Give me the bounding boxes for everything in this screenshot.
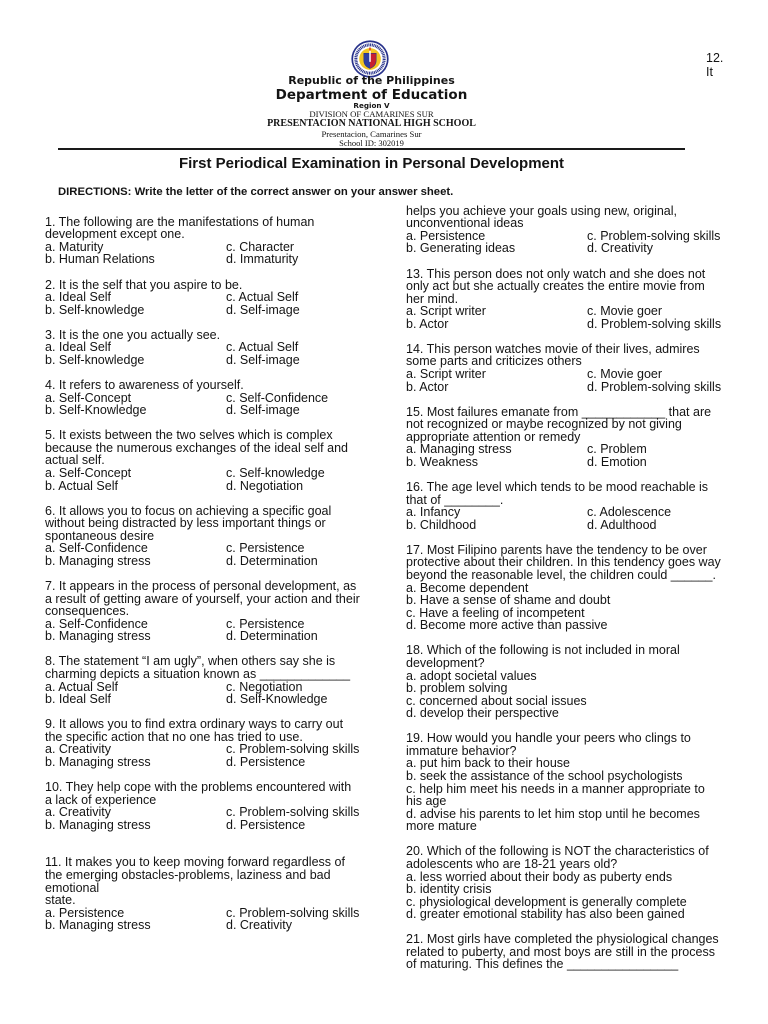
answer-choice-c: c. Problem-solving skills [226,742,360,757]
question-8 [45,655,390,705]
question-17 [406,544,746,632]
question-stem: helps you achieve your goals using new, original, unconventional ideas [406,203,678,231]
header-divider [58,148,685,150]
answer-choices [45,542,390,567]
answer-choice-b: b. Ideal Self [45,692,112,707]
question-stem: 14. This person watches movie of their lives, admires some parts and criticizes others [406,341,700,369]
answer-choices [406,368,746,393]
answer-choice-a: a. Creativity [45,805,111,820]
question-stem: 9. It allows you to find extra ordinary ways to carry out the specific action that no one has tried to use. [45,717,344,744]
answer-choice-b: b. Managing stress [45,918,151,933]
answer-choice-b: b. Self-knowledge [45,352,145,367]
answer-choice-a: a. Script writer [406,367,486,381]
question-stem: 20. Which of the following is NOT the characteristics of adolescents who are 18-21 years old? [406,844,709,871]
department-name: Department of Education [275,86,468,103]
question-21 [406,933,746,971]
answer-choices [406,871,746,921]
answer-choice-b: b. Human Relations [45,252,155,267]
right-question-column [406,205,746,984]
answer-choice-d: d. Become more active than passive [406,618,608,633]
answer-choice-a: a. Self-Confidence [45,541,148,556]
answer-choice-a: a. less worried about their body as puberty ends [406,869,673,884]
answer-choice-a: a. put him back to their house [406,756,570,771]
answer-choices [45,681,390,706]
answer-choice-a: a. Self-Concept [45,465,132,480]
answer-choice-d: d. Problem-solving skills [587,379,722,394]
question-stem: 10. They help cope with the problems encountered with a lack of experience [45,780,352,807]
answer-choice-b: b. identity crisis [406,882,492,897]
answer-choice-c: c. Persistence [226,541,305,556]
answer-choice-d: d. Determination [226,629,318,644]
exam-title: First Periodical Examination in Personal Development [178,155,565,172]
answer-choice-c: c. Character [226,239,295,254]
answer-choice-d: d. develop their perspective [406,706,559,721]
answer-choice-b: b. Self-Knowledge [45,403,147,418]
answer-choice-c: c. Movie goer [587,367,663,381]
left-question-column [45,216,390,945]
answer-choice-b: b. Managing stress [45,629,151,644]
exam-directions: DIRECTIONS: Write the letter of the correct answer on your answer sheet. [58,185,454,198]
answer-choice-c: c. physiological development is generally complete [406,894,687,909]
answer-choice-b: b. Actor [406,379,449,394]
question-stem: 19. How would you handle your peers who clings to immature behavior? [406,731,691,758]
answer-choice-a: a. Maturity [45,239,104,254]
answer-choice-d: d. Self-image [226,302,300,317]
answer-choice-c: c. Persistence [226,616,305,631]
answer-choice-d: d. Immaturity [226,252,299,267]
answer-choice-a: a. Self-Confidence [45,616,148,631]
question-19 [406,732,746,833]
question-stem: 15. Most failures emanate from ____________ that are not recognized or maybe recognized by not giving appropriate attention or remedy [406,404,712,444]
question-stem: 3. It is the one you actually see. [45,327,221,342]
answer-choice-a: a. Managing stress [406,442,512,457]
answer-choices [406,506,746,531]
answer-choice-d: d. Emotion [587,454,647,469]
answer-choices [406,757,746,832]
question-9 [45,718,390,768]
country-name: Republic of the Philippines [288,74,455,87]
answer-choice-a: a. Persistence [45,905,125,920]
answer-choice-b: b. problem solving [406,681,508,696]
question-stem: 18. Which of the following is not included in moral development? [406,643,680,670]
answer-choice-b: b. Actor [406,316,449,331]
answer-choices [45,291,390,316]
answer-choice-b: b. Childhood [406,517,477,532]
answer-choices [406,670,746,720]
question-10 [45,781,390,831]
answer-choice-b: b. Self-knowledge [45,302,145,317]
answer-choices [45,467,390,492]
answer-choice-a: a. Ideal Self [45,340,112,355]
answer-choice-d: d. advise his parents to let him stop until he becomes more mature [406,806,700,834]
school-address: Presentacion, Camarines Sur [321,128,422,139]
question-stem: 21. Most girls have completed the physiological changes related to puberty, and most boys are still in the process of maturing. This defines the ________________ [406,932,719,972]
question-stem: 1. The following are the manifestations of human development except one. [45,214,315,242]
division-name: DIVISION OF CAMARINES SUR [309,108,434,119]
answer-choice-c: c. Negotiation [226,679,303,694]
answer-choice-c: c. Movie goer [587,304,663,319]
answer-choice-b: b. Have a sense of shame and doubt [406,593,611,608]
answer-choice-c: c. Problem-solving skills [587,228,721,243]
answer-choice-b: b. Generating ideas [406,241,516,256]
answer-choices [45,743,390,768]
school-name: PRESENTACION NATIONAL HIGH SCHOOL [267,118,476,129]
question-6 [45,505,390,568]
answer-choice-d: d. Self-image [226,352,300,367]
question-stem: 2. It is the self that you aspire to be. [45,277,243,292]
answer-choices [45,241,390,266]
answer-choices [45,806,390,831]
answer-choices [45,341,390,366]
question-stem: 11. It makes you to keep moving forward regardless of the emerging obstacles-problems, laziness and bad emotional state. [45,855,345,908]
question-4 [45,379,390,417]
question-stem: 17. Most Filipino parents have the tendency to be over protective about their children. In this tendency goes way beyond the reasonable level, the children could ______. [406,542,721,582]
answer-choice-c: c. Problem-solving skills [226,805,360,820]
answer-choice-a: a. Persistence [406,228,486,243]
answer-choice-c: c. Have a feeling of incompetent [406,605,585,620]
question-16 [406,481,746,531]
question-13 [406,268,746,331]
answer-choice-a: a. Ideal Self [45,290,112,305]
question-12-stem-start: It [706,64,713,79]
question-stem: 4. It refers to awareness of yourself. [45,378,244,392]
question-3 [45,329,390,367]
answer-choice-d: d. Self-image [226,403,300,418]
answer-choice-b: b. Actual Self [45,478,118,493]
question-stem: 13. This person does not only watch and she does not only act but she actually creates the entire movie from her mind. [406,266,706,306]
answer-choice-a: a. Actual Self [45,679,118,694]
answer-choice-d: d. Adulthood [587,517,657,532]
answer-choices [45,392,390,417]
school-id: School ID: 302019 [339,137,404,148]
answer-choice-c: c. Problem [587,442,647,457]
answer-choice-b: b. Managing stress [45,553,151,568]
answer-choice-c: c. Self-Confidence [226,390,329,405]
answer-choice-b: b. Managing stress [45,754,151,769]
answer-choice-b: b. Weakness [406,454,479,469]
answer-choice-a: a. Infancy [406,505,461,520]
question-stem: 5. It exists between the two selves which is complex because the numerous exchanges of the ideal self and actual self. [45,428,348,468]
answer-choice-d: d. Determination [226,553,318,568]
answer-choice-b: b. Managing stress [45,817,151,832]
question-12-continued [406,205,746,255]
question-12-number: 12. [706,50,724,65]
answer-choice-c: c. Actual Self [226,290,299,305]
question-20 [406,845,746,920]
answer-choice-a: a. Self-Concept [45,390,132,405]
answer-choice-d: d. Problem-solving skills [587,316,722,331]
answer-choice-c: c. help him meet his needs in a manner appropriate to his age [406,781,705,809]
answer-choice-c: c. Self-knowledge [226,465,325,480]
answer-choice-a: a. Script writer [406,304,486,319]
question-7 [45,580,390,643]
answer-choices [406,305,746,330]
answer-choice-a: a. adopt societal values [406,668,537,683]
question-stem: 8. The statement “I am ugly”, when others say she is charming depicts a situation known as _____________ [45,654,351,681]
answer-choice-c: c. concerned about social issues [406,693,587,708]
question-14 [406,343,746,393]
question-1 [45,216,390,266]
question-2 [45,279,390,317]
answer-choice-b: b. seek the assistance of the school psychologists [406,769,683,783]
answer-choices [406,582,746,632]
question-11 [45,856,390,931]
answer-choices [406,230,746,255]
answer-choice-c: c. Actual Self [226,340,299,355]
answer-choices [406,443,746,468]
answer-choice-d: d. Persistence [226,817,306,832]
question-15 [406,406,746,469]
answer-choice-a: a. Creativity [45,742,111,757]
question-stem: 6. It allows you to focus on achieving a specific goal without being distracted by less important things or spontaneous desire [45,503,332,543]
deped-seal-icon [351,40,389,78]
answer-choice-d: d. Self-Knowledge [226,692,328,707]
question-stem: 16. The age level which tends to be mood reachable is that of ________. [406,480,709,507]
answer-choice-c: c. Problem-solving skills [226,905,360,920]
question-stem: 7. It appears in the process of personal development, as a result of getting aware of yourself, your action and their consequences. [45,579,360,619]
answer-choice-d: d. Persistence [226,754,306,769]
answer-choice-d: d. Negotiation [226,478,304,493]
answer-choice-c: c. Adolescence [587,505,672,520]
region-name: Region V [353,101,390,110]
answer-choice-d: d. Creativity [226,918,292,933]
question-5 [45,429,390,492]
answer-choice-d: d. Creativity [587,241,653,256]
answer-choices [45,618,390,643]
answer-choice-d: d. greater emotional stability has also been gained [406,907,685,922]
answer-choices [45,907,390,932]
question-18 [406,644,746,719]
answer-choice-a: a. Become dependent [406,580,529,595]
